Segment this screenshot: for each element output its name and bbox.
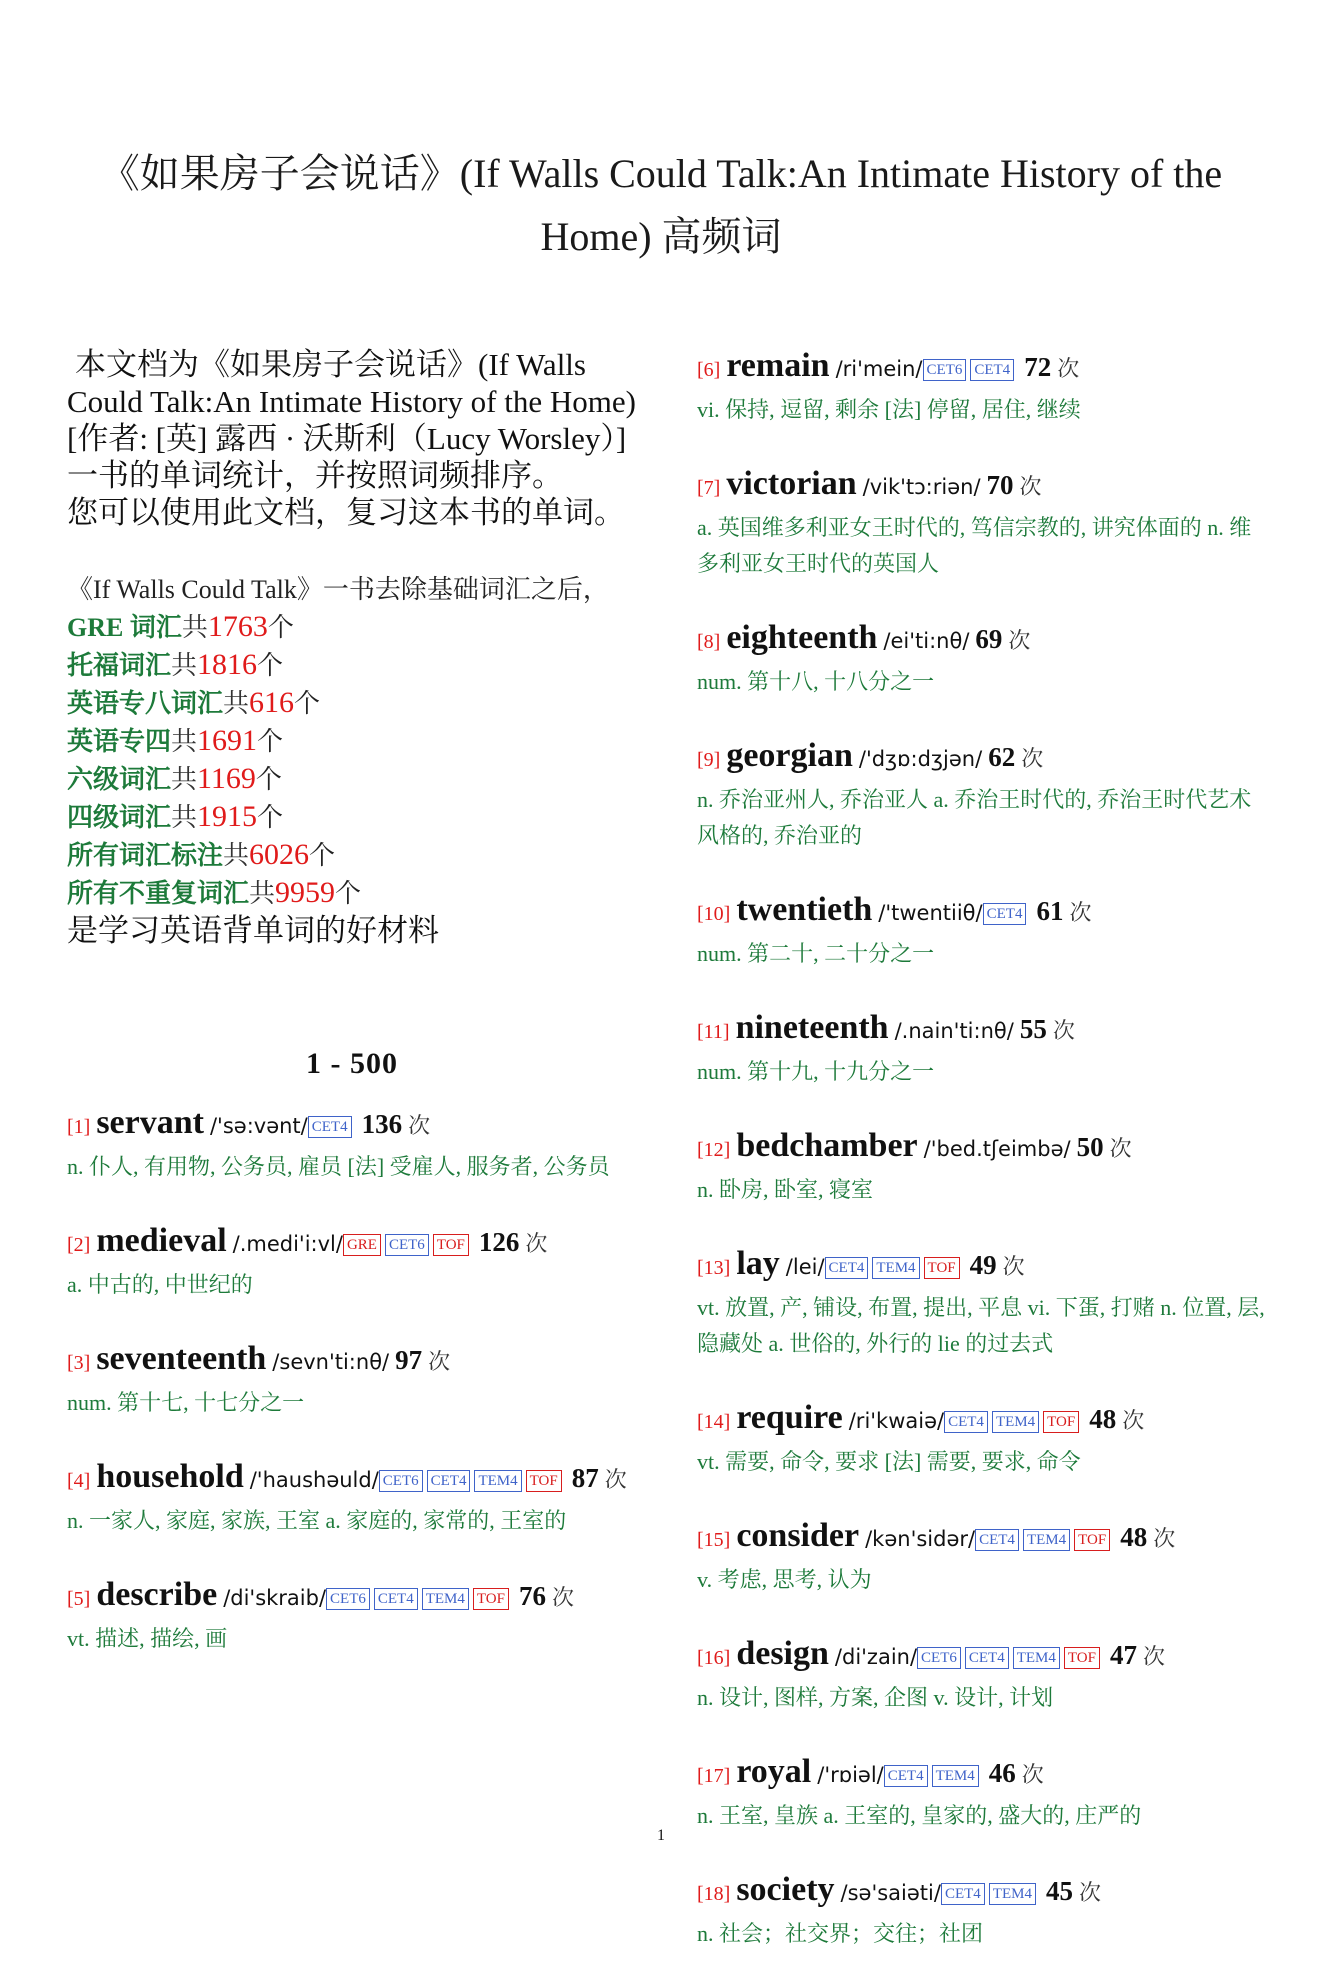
entry-count: 97 [395,1345,423,1375]
times-label: 次 [551,1585,574,1610]
entry-word: design [736,1635,829,1672]
stat-unit: 个 [257,651,284,680]
stat-label: 所有不重复词汇 [67,879,250,908]
entry-head [697,1634,1267,1678]
entry-head [697,1126,1267,1170]
entry-definition: n. 一家人, 家庭, 家族, 王室 a. 家庭的, 家常的, 王室的 [67,1508,567,1533]
times-label: 次 [1109,1136,1132,1161]
stat-line [67,798,637,836]
entry-count: 49 [969,1250,997,1280]
entry-phonetic: /'dʒɒ:dʒjən/ [858,747,983,771]
entry-phonetic: /.nain'ti:nθ/ [894,1019,1014,1043]
word-entry [67,1339,637,1421]
times-label: 次 [1002,1254,1025,1279]
stat-gong: 共 [171,651,198,680]
entry-head [67,1457,637,1501]
exam-tag: CET4 [884,1765,928,1787]
stat-gong: 共 [171,727,198,756]
times-label: 次 [408,1113,431,1138]
entry-phonetic: /.medi'i:vl/ [232,1232,343,1256]
stat-unit: 个 [309,841,336,870]
range-heading: 1 - 500 [306,1047,398,1080]
stat-count: 1763 [207,610,268,643]
entry-word: medieval [96,1222,227,1259]
entry-index: [2] [67,1234,91,1256]
entry-head [67,1575,637,1619]
stat-label: 英语专四 [67,727,172,756]
exam-tag: CET6 [385,1234,429,1256]
entry-head [697,464,1267,508]
entry-count: 48 [1120,1522,1148,1552]
exam-tag: CET4 [975,1529,1019,1551]
entry-head [697,1398,1267,1442]
entry-head [697,1008,1267,1052]
times-label: 次 [604,1467,627,1492]
stat-gong: 共 [249,879,276,908]
entry-index: [16] [697,1647,731,1669]
entry-head [697,890,1267,934]
stat-line [67,760,637,798]
stat-count: 616 [249,686,295,719]
entry-count: 62 [988,742,1016,772]
entry-phonetic: /ri'mein/ [835,357,923,381]
entry-definition: v. 考虑, 思考, 认为 [697,1567,872,1592]
right-column [697,346,1267,1988]
exam-tag: CET4 [825,1257,869,1279]
exam-tag: TEM4 [1013,1647,1060,1669]
entry-word: victorian [726,465,857,502]
exam-tag: CET4 [970,359,1014,381]
stats-closing: 是学习英语背单词的好材料 [67,913,439,948]
entry-word: bedchamber [736,1127,918,1164]
entry-count: 69 [975,624,1003,654]
entry-phonetic: /vik'tɔ:riən/ [862,475,981,499]
entry-count: 55 [1019,1014,1047,1044]
stat-label: 所有词汇标注 [67,841,224,870]
entry-head [697,346,1267,390]
exam-tag: TOF [1074,1529,1110,1551]
stat-unit: 个 [255,765,282,794]
entry-definition: vt. 描述, 描绘, 画 [67,1626,228,1651]
exam-tag: CET4 [965,1647,1009,1669]
entry-word: nineteenth [735,1009,889,1046]
times-label: 次 [1019,474,1042,499]
entry-word: georgian [726,737,853,774]
entry-count: 45 [1045,1876,1073,1906]
exam-tag: TEM4 [932,1765,979,1787]
entry-index: [7] [697,477,721,499]
stat-line [67,646,637,684]
entry-phonetic: /'bed.tʃeimbə/ [923,1137,1071,1161]
word-entry [67,1221,637,1303]
stat-unit: 个 [294,689,321,718]
entry-definition: a. 中古的, 中世纪的 [67,1272,253,1297]
exam-tag: TEM4 [422,1588,469,1610]
times-label: 次 [1021,1762,1044,1787]
entry-word: seventeenth [96,1340,267,1377]
entry-phonetic: /sevn'ti:nθ/ [272,1350,390,1374]
exam-tag: CET6 [326,1588,370,1610]
word-entry [697,736,1267,854]
entry-definition: n. 社会；社交界；交往；社团 [697,1921,984,1946]
stat-unit: 个 [335,879,362,908]
word-entry [67,1457,637,1539]
entry-head [67,1339,637,1383]
stat-line [67,608,637,646]
entry-count: 47 [1109,1640,1137,1670]
entry-phonetic: /ri'kwaiə/ [848,1409,945,1433]
entry-definition: n. 设计, 图样, 方案, 企图 v. 设计, 计划 [697,1685,1054,1710]
word-entry [697,1752,1267,1834]
entry-count: 61 [1036,896,1064,926]
entry-head [697,736,1267,780]
entry-word: consider [736,1517,860,1554]
entry-count: 136 [361,1109,403,1139]
entry-index: [4] [67,1470,91,1492]
exam-tag: CET4 [944,1411,988,1433]
entry-definition: n. 乔治亚州人, 乔治亚人 a. 乔治王时代的, 乔治王时代艺术风格的, 乔治亚的 [697,787,1252,848]
entry-word: twentieth [736,891,873,928]
entry-word: servant [96,1104,204,1141]
entry-word: describe [96,1576,218,1613]
word-entry [697,1870,1267,1952]
times-label: 次 [1153,1526,1176,1551]
entry-index: [13] [697,1257,731,1279]
entry-word: remain [726,347,830,384]
entry-phonetic: /sə'saiəti/ [840,1881,941,1905]
entry-phonetic: /kən'sidər/ [865,1527,976,1551]
stat-gong: 共 [181,613,208,642]
word-entry [697,346,1267,428]
word-entry [697,890,1267,972]
exam-tag: TOF [526,1470,562,1492]
word-entry [697,464,1267,582]
times-label: 次 [1078,1880,1101,1905]
page-number: 1 [657,1827,665,1844]
times-label: 次 [1052,1018,1075,1043]
exam-tag: CET6 [917,1647,961,1669]
entry-definition: num. 第二十, 二十分之一 [697,941,935,966]
entry-index: [5] [67,1588,91,1610]
entry-index: [18] [697,1883,731,1905]
entry-definition: a. 英国维多利亚女王时代的, 笃信宗教的, 讲究体面的 n. 维多利亚女王时代的英国人 [697,515,1252,576]
entry-index: [6] [697,359,721,381]
entry-word: require [736,1399,843,1436]
stat-label: 六级词汇 [67,765,172,794]
times-label: 次 [1008,628,1031,653]
stats-lead: 《If Walls Could Talk》一书去除基础词汇之后， [67,575,609,604]
entry-word: household [96,1458,244,1495]
entry-head [697,1752,1267,1796]
intro-paragraph: 本文档为《如果房子会说话》(If Walls Could Talk:An Intimate History of the Home)[作者: [英] 露西 · 沃斯利（Lucy Worsley）] 一书的单词统计，并按照词频排序。 [67,347,636,493]
exam-tag: CET4 [374,1588,418,1610]
stat-count: 6026 [249,838,310,871]
entry-definition: num. 第十九, 十九分之一 [697,1059,935,1084]
exam-tag: TEM4 [872,1257,919,1279]
times-label: 次 [1142,1644,1165,1669]
times-label: 次 [525,1231,548,1256]
exam-tag: TEM4 [989,1883,1036,1905]
stat-line [67,874,637,912]
stat-count: 9959 [275,876,336,909]
exam-tag: CET4 [427,1470,471,1492]
word-entry [67,1103,637,1185]
word-entry [697,1126,1267,1208]
entry-index: [3] [67,1352,91,1374]
intro [67,346,637,531]
word-entry [697,1398,1267,1480]
entry-word: eighteenth [726,619,878,656]
times-label: 次 [1021,746,1044,771]
stat-label: 英语专八词汇 [67,689,224,718]
entry-index: [15] [697,1529,731,1551]
stat-label: 托福词汇 [67,651,172,680]
exam-tag: CET4 [983,903,1027,925]
exam-tag: TEM4 [474,1470,521,1492]
intro-paragraph-2: 您可以使用此文档，复习这本书的单词。 [67,495,625,530]
stat-unit: 个 [257,727,284,756]
exam-tag: TEM4 [1023,1529,1070,1551]
exam-tag: CET4 [308,1116,352,1138]
left-column [67,346,637,1693]
entry-phonetic: /'haushəuld/ [249,1468,379,1492]
entry-index: [11] [697,1021,730,1043]
word-entry [67,1575,637,1657]
stat-label: 四级词汇 [67,803,172,832]
exam-tag: TOF [924,1257,960,1279]
entry-definition: n. 仆人, 有用物, 公务员, 雇员 [法] 受雇人, 服务者, 公务员 [67,1154,610,1179]
entry-count: 76 [518,1581,546,1611]
stat-unit: 个 [257,803,284,832]
stats-block [67,571,637,949]
stat-gong: 共 [171,765,198,794]
entry-count: 126 [478,1227,520,1257]
entry-word: royal [736,1753,812,1790]
entry-word: lay [736,1245,780,1282]
entry-count: 50 [1076,1132,1104,1162]
entry-phonetic: /di'zain/ [834,1645,918,1669]
entry-phonetic: /'rɒiəl/ [817,1763,884,1787]
exam-tag: CET6 [923,359,967,381]
stat-count: 1169 [197,762,256,795]
entry-definition: vi. 保持, 逗留, 剩余 [法] 停留, 居住, 继续 [697,397,1081,422]
entry-definition: n. 王室, 皇族 a. 王室的, 皇家的, 盛大的, 庄严的 [697,1803,1142,1828]
entry-definition: num. 第十八, 十八分之一 [697,669,935,694]
entry-count: 87 [571,1463,599,1493]
exam-tag: CET4 [941,1883,985,1905]
times-label: 次 [1057,356,1080,381]
exam-tag: CET6 [379,1470,423,1492]
times-label: 次 [428,1349,451,1374]
exam-tag: GRE [343,1234,381,1256]
entry-index: [9] [697,749,721,771]
entry-phonetic: /di'skraib/ [223,1586,327,1610]
stat-line [67,722,637,760]
entry-head [697,618,1267,662]
exam-tag: TEM4 [992,1411,1039,1433]
word-entry [697,1634,1267,1716]
stat-line [67,836,637,874]
exam-tag: TOF [1043,1411,1079,1433]
stat-unit: 个 [267,613,294,642]
entry-phonetic: /lei/ [785,1255,825,1279]
word-entry [697,618,1267,700]
entry-count: 72 [1024,352,1052,382]
stat-count: 1915 [197,800,258,833]
stat-gong: 共 [171,803,198,832]
word-entry [697,1516,1267,1598]
entry-head [697,1870,1267,1914]
page-title: 《如果房子会说话》(If Walls Could Talk:An Intimate History of the Home) 高频词 [99,151,1223,259]
entry-index: [17] [697,1765,731,1787]
entry-index: [14] [697,1411,731,1433]
stat-gong: 共 [223,841,250,870]
times-label: 次 [1069,900,1092,925]
times-label: 次 [1122,1408,1145,1433]
entry-word: society [736,1871,835,1908]
entry-count: 46 [988,1758,1016,1788]
stat-count: 1691 [197,724,258,757]
entry-head [67,1221,637,1265]
entry-head [697,1516,1267,1560]
entry-index: [8] [697,631,721,653]
entry-phonetic: /ei'ti:nθ/ [883,629,970,653]
entry-index: [12] [697,1139,731,1161]
entry-head [67,1103,637,1147]
entry-definition: vt. 需要, 命令, 要求 [法] 需要, 要求, 命令 [697,1449,1081,1474]
entry-phonetic: /'twentiiθ/ [878,901,983,925]
entry-index: [10] [697,903,731,925]
stat-line [67,684,637,722]
entry-definition: vt. 放置, 产, 铺设, 布置, 提出, 平息 vi. 下蛋, 打赌 n. 位置, 层, 隐藏处 a. 世俗的, 外行的 lie 的过去式 [697,1295,1265,1356]
word-entry [697,1244,1267,1362]
entry-head [697,1244,1267,1288]
entry-count: 70 [986,470,1014,500]
exam-tag: TOF [433,1234,469,1256]
entry-count: 48 [1089,1404,1117,1434]
stat-gong: 共 [223,689,250,718]
entry-definition: n. 卧房, 卧室, 寝室 [697,1177,874,1202]
word-entry [697,1008,1267,1090]
entry-definition: num. 第十七, 十七分之一 [67,1390,305,1415]
entry-phonetic: /'sə:vənt/ [209,1114,308,1138]
exam-tag: TOF [1064,1647,1100,1669]
entry-index: [1] [67,1116,91,1138]
stat-count: 1816 [197,648,258,681]
exam-tag: TOF [473,1588,509,1610]
stat-label: GRE 词汇 [67,613,182,642]
